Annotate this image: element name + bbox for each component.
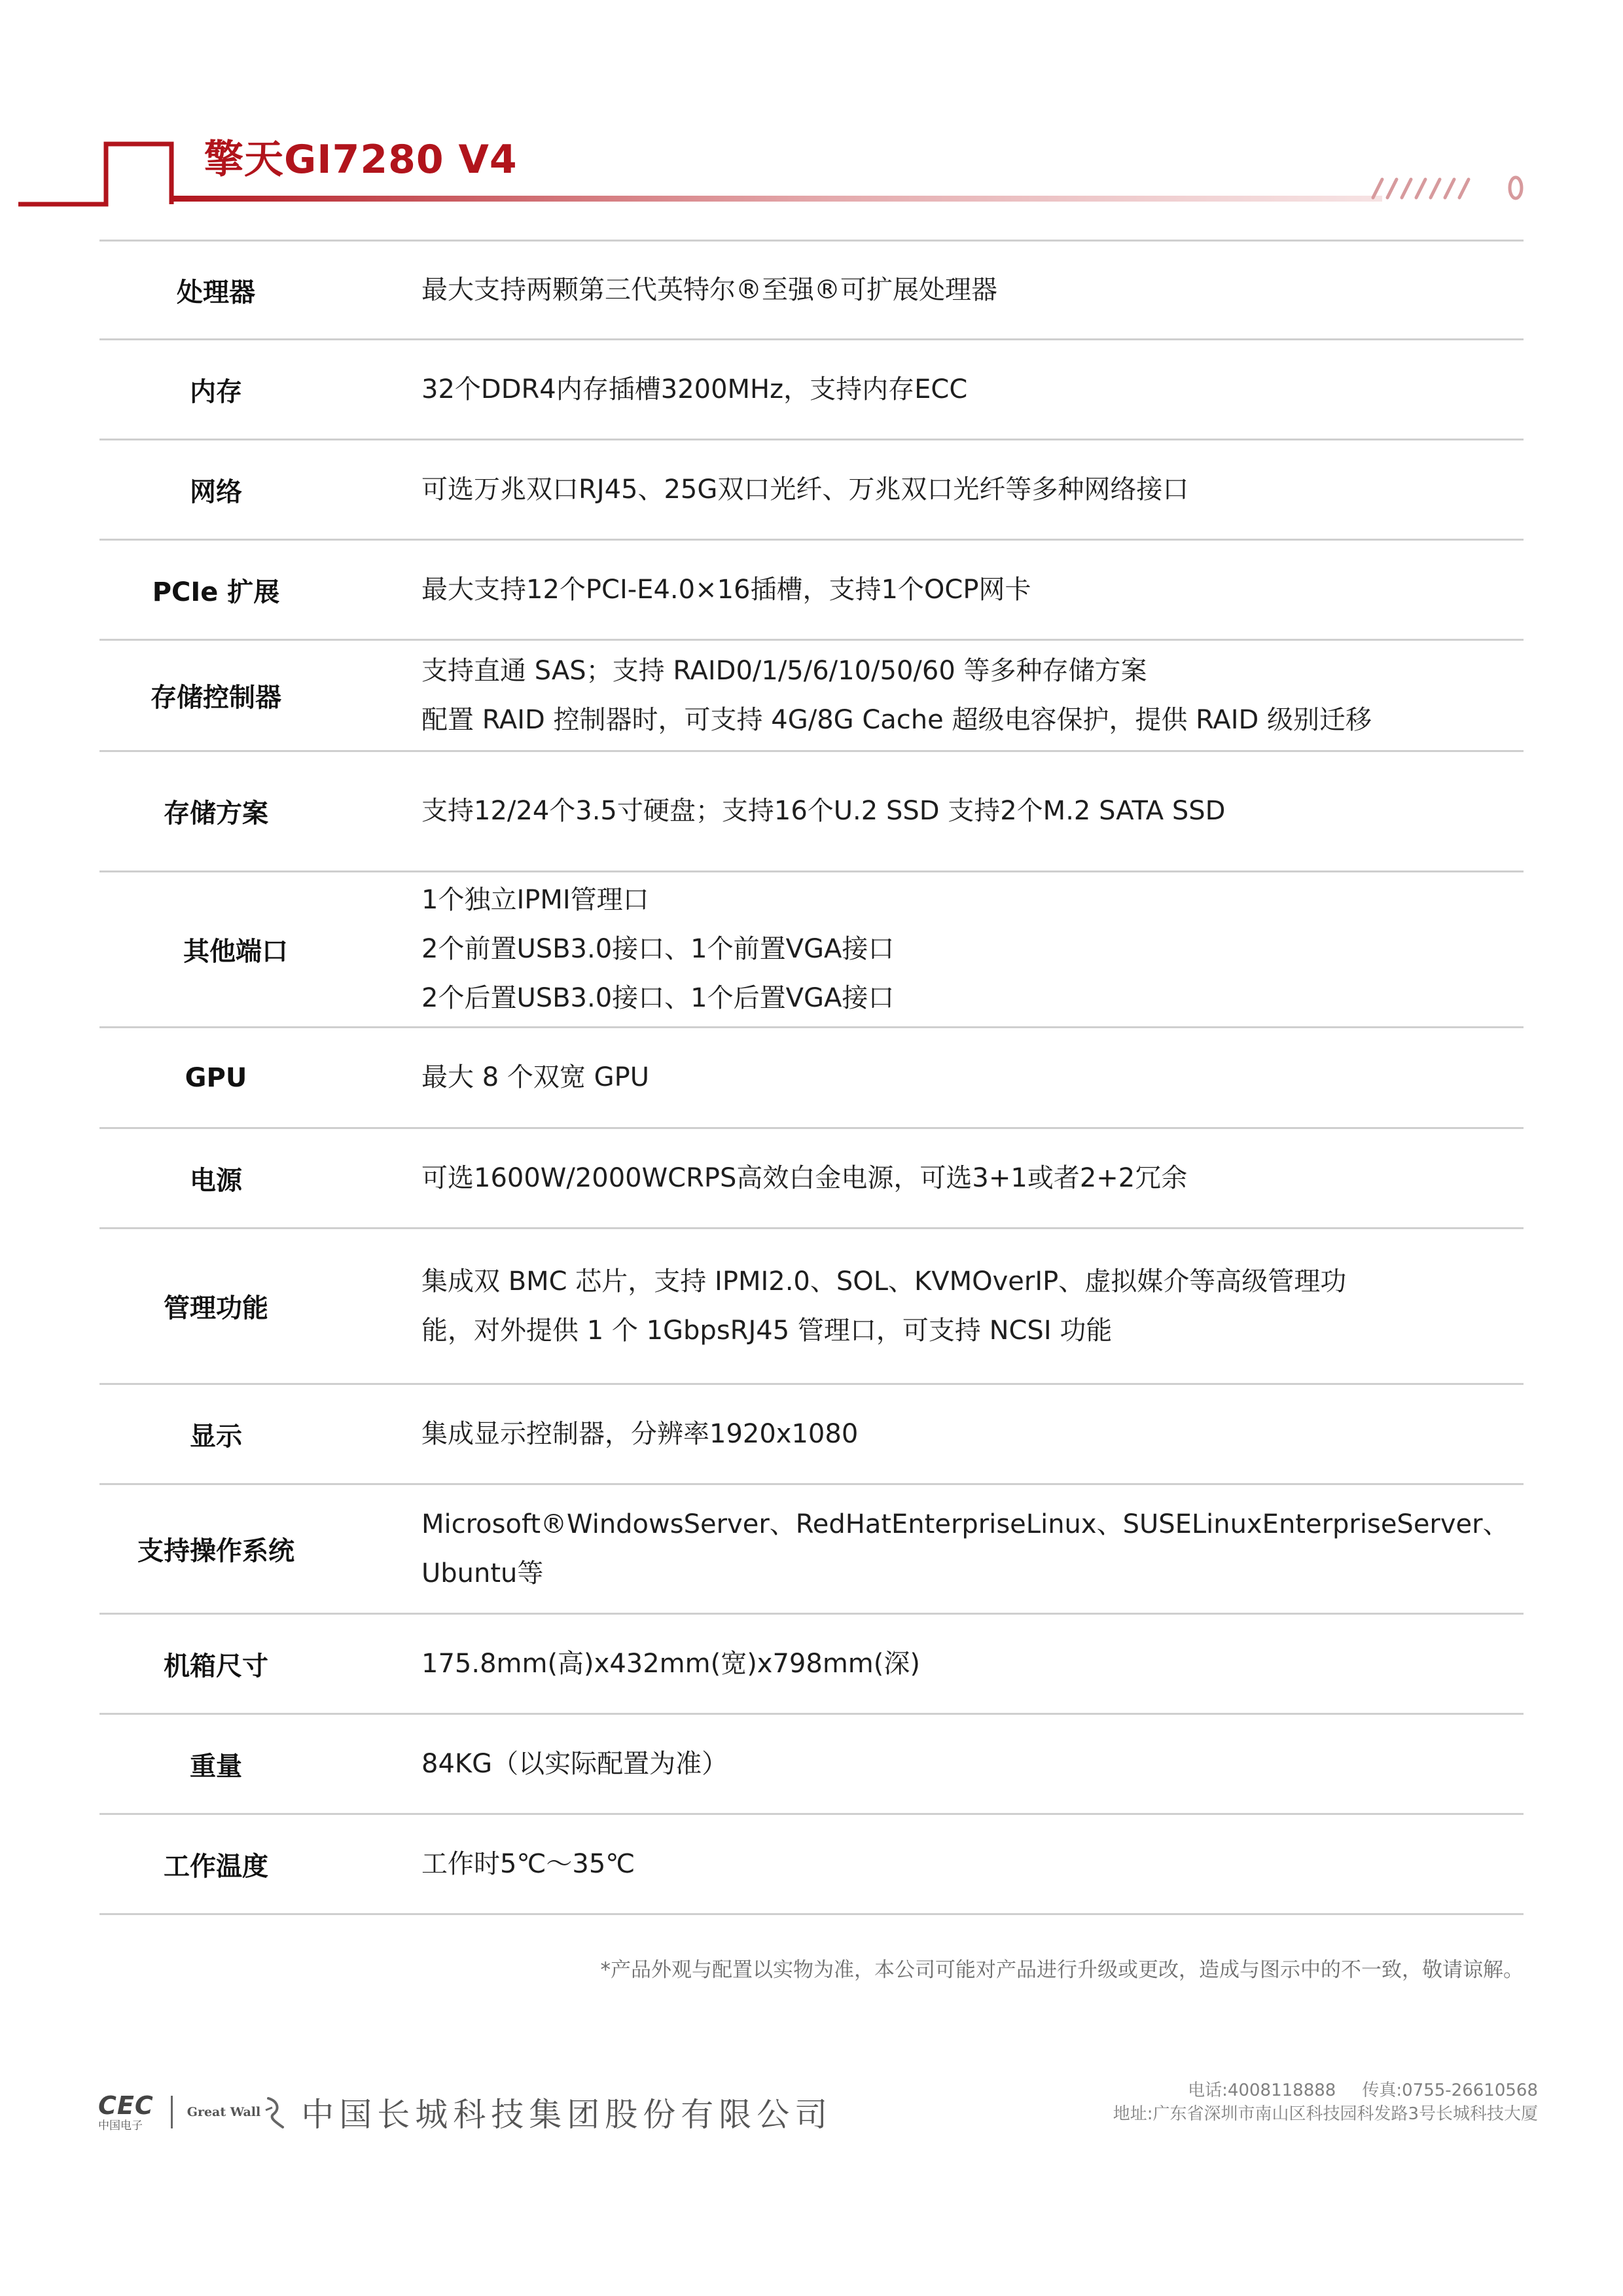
- spec-value-line: Microsoft®WindowsServer、RedHatEnterpriseLinux、SUSELinuxEnterpriseServer、: [421, 1509, 1509, 1539]
- spec-row-pcie: [99, 541, 1524, 641]
- spec-value: [421, 1129, 1510, 1227]
- spec-value: [421, 752, 1510, 870]
- cec-logo-subtitle: 中国电子: [98, 2119, 143, 2132]
- spec-label: 其他端口: [183, 937, 288, 967]
- spec-row-memory: [99, 340, 1524, 440]
- address-text: 地址:广东省深圳市南山区科技园科发路3号长城科技大厦: [1113, 2104, 1538, 2124]
- spec-label: PCIe 扩展: [152, 577, 280, 607]
- spec-label: 管理功能: [164, 1293, 268, 1323]
- spec-value: [421, 1229, 1510, 1383]
- spec-label: 网络: [190, 476, 242, 507]
- spec-value-line: 支持直通 SAS；支持 RAID0/1/5/6/10/50/60 等多种存储方案: [421, 655, 1147, 686]
- cec-logo: [98, 2090, 154, 2132]
- spec-label: 处理器: [177, 277, 255, 308]
- cec-logo-mark: CEC: [98, 2090, 154, 2120]
- spec-row-display: [99, 1385, 1524, 1485]
- spec-value-line: Ubuntu等: [421, 1558, 544, 1588]
- spec-label: 电源: [190, 1165, 242, 1196]
- spec-row-cpu: [99, 240, 1524, 340]
- spec-value-line: 最大支持12个PCI-E4.0×16插槽，支持1个OCP网卡: [421, 574, 1031, 605]
- spec-value-line: 最大 8 个双宽 GPU: [421, 1062, 649, 1092]
- spec-value-line: 可选1600W/2000WCRPS高效白金电源，可选3+1或者2+2冗余: [421, 1162, 1188, 1193]
- logo-divider: [171, 2096, 173, 2128]
- spec-value: [421, 440, 1510, 539]
- spec-row-chassis-size: [99, 1615, 1524, 1715]
- spec-value: [421, 1615, 1510, 1713]
- spec-value-line: 工作时5℃～35℃: [421, 1848, 635, 1879]
- fax-text: 传真:0755-26610568: [1362, 2081, 1538, 2100]
- spec-label: 显示: [190, 1421, 242, 1452]
- spec-label: 重量: [190, 1751, 242, 1782]
- spec-value: [421, 641, 1510, 750]
- spec-value-line: 集成显示控制器，分辨率1920x1080: [421, 1418, 859, 1449]
- spec-value-line: 1个独立IPMI管理口: [421, 885, 649, 915]
- spec-value-line: 84KG（以实际配置为准）: [421, 1748, 728, 1779]
- spec-label: 机箱尺寸: [164, 1651, 268, 1681]
- spec-label: GPU: [185, 1062, 247, 1093]
- spec-value-line: 能，对外提供 1 个 1GbpsRJ45 管理口，可支持 NCSI 功能: [421, 1315, 1113, 1346]
- company-name: 中国长城科技集团股份有限公司: [301, 2096, 833, 2134]
- spec-value-line: 175.8mm(高)x432mm(宽)x798mm(深): [421, 1648, 920, 1679]
- spec-row-gpu: [99, 1028, 1524, 1129]
- spec-row-network: [99, 440, 1524, 541]
- spec-label: 工作温度: [164, 1851, 268, 1882]
- page-title: 擎天GI7280 V4: [204, 137, 518, 183]
- spec-value: [421, 1385, 1510, 1483]
- spec-table: [99, 240, 1524, 1915]
- spec-value-line: 32个DDR4内存插槽3200MHz，支持内存ECC: [421, 374, 968, 404]
- spec-value: [421, 1485, 1510, 1613]
- spec-row-power: [99, 1129, 1524, 1229]
- spec-value: [421, 541, 1510, 639]
- spec-row-management: [99, 1229, 1524, 1385]
- great-wall-logo: [187, 2094, 287, 2130]
- spec-label: 内存: [190, 376, 242, 407]
- spec-value: [421, 1715, 1510, 1813]
- spec-value-line: 配置 RAID 控制器时，可支持 4G/8G Cache 超级电容保护，提供 RAID 级别迁移: [421, 704, 1372, 735]
- spec-value: [421, 872, 1510, 1026]
- spec-value: [421, 340, 1510, 439]
- header-decoration: [0, 0, 1623, 223]
- spec-value: [421, 1028, 1510, 1127]
- spec-row-os: [99, 1485, 1524, 1615]
- spec-value-line: 支持12/24个3.5寸硬盘；支持16个U.2 SSD 支持2个M.2 SATA SSD: [421, 796, 1226, 826]
- spec-value-line: 2个前置USB3.0接口、1个前置VGA接口: [421, 934, 895, 964]
- spec-row-storage-plan: [99, 752, 1524, 872]
- spec-label: 支持操作系统: [137, 1536, 294, 1566]
- great-wall-emblem-icon: [263, 2094, 287, 2130]
- spec-label: 存储控制器: [151, 683, 281, 713]
- spec-value-line: 最大支持两颗第三代英特尔®至强®可扩展处理器: [421, 274, 997, 305]
- spec-row-other-ports: [99, 872, 1524, 1028]
- great-wall-logo-text: Great Wall: [187, 2105, 261, 2119]
- spec-value-line: 可选万兆双口RJ45、25G双口光纤、万兆双口光纤等多种网络接口: [421, 474, 1189, 505]
- phone-text: 电话:4008118888: [1188, 2081, 1336, 2100]
- spec-value: [421, 242, 1510, 338]
- disclaimer-footnote: *产品外观与配置以实物为准，本公司可能对产品进行升级或更改，造成与图示中的不一致，敬请谅解。: [600, 1958, 1524, 1982]
- spec-row-storage-controller: [99, 641, 1524, 752]
- spec-value-line: 集成双 BMC 芯片，支持 IPMI2.0、SOL、KVMOverIP、虚拟媒介等高级管理功: [421, 1266, 1347, 1297]
- footer-logos: [98, 2083, 832, 2142]
- spec-row-temperature: [99, 1815, 1524, 1915]
- spec-value-line: 2个后置USB3.0接口、1个后置VGA接口: [421, 983, 895, 1013]
- spec-value: [421, 1815, 1510, 1913]
- spec-label: 存储方案: [164, 798, 268, 829]
- spec-row-weight: [99, 1715, 1524, 1815]
- contact-info: [1113, 2079, 1538, 2126]
